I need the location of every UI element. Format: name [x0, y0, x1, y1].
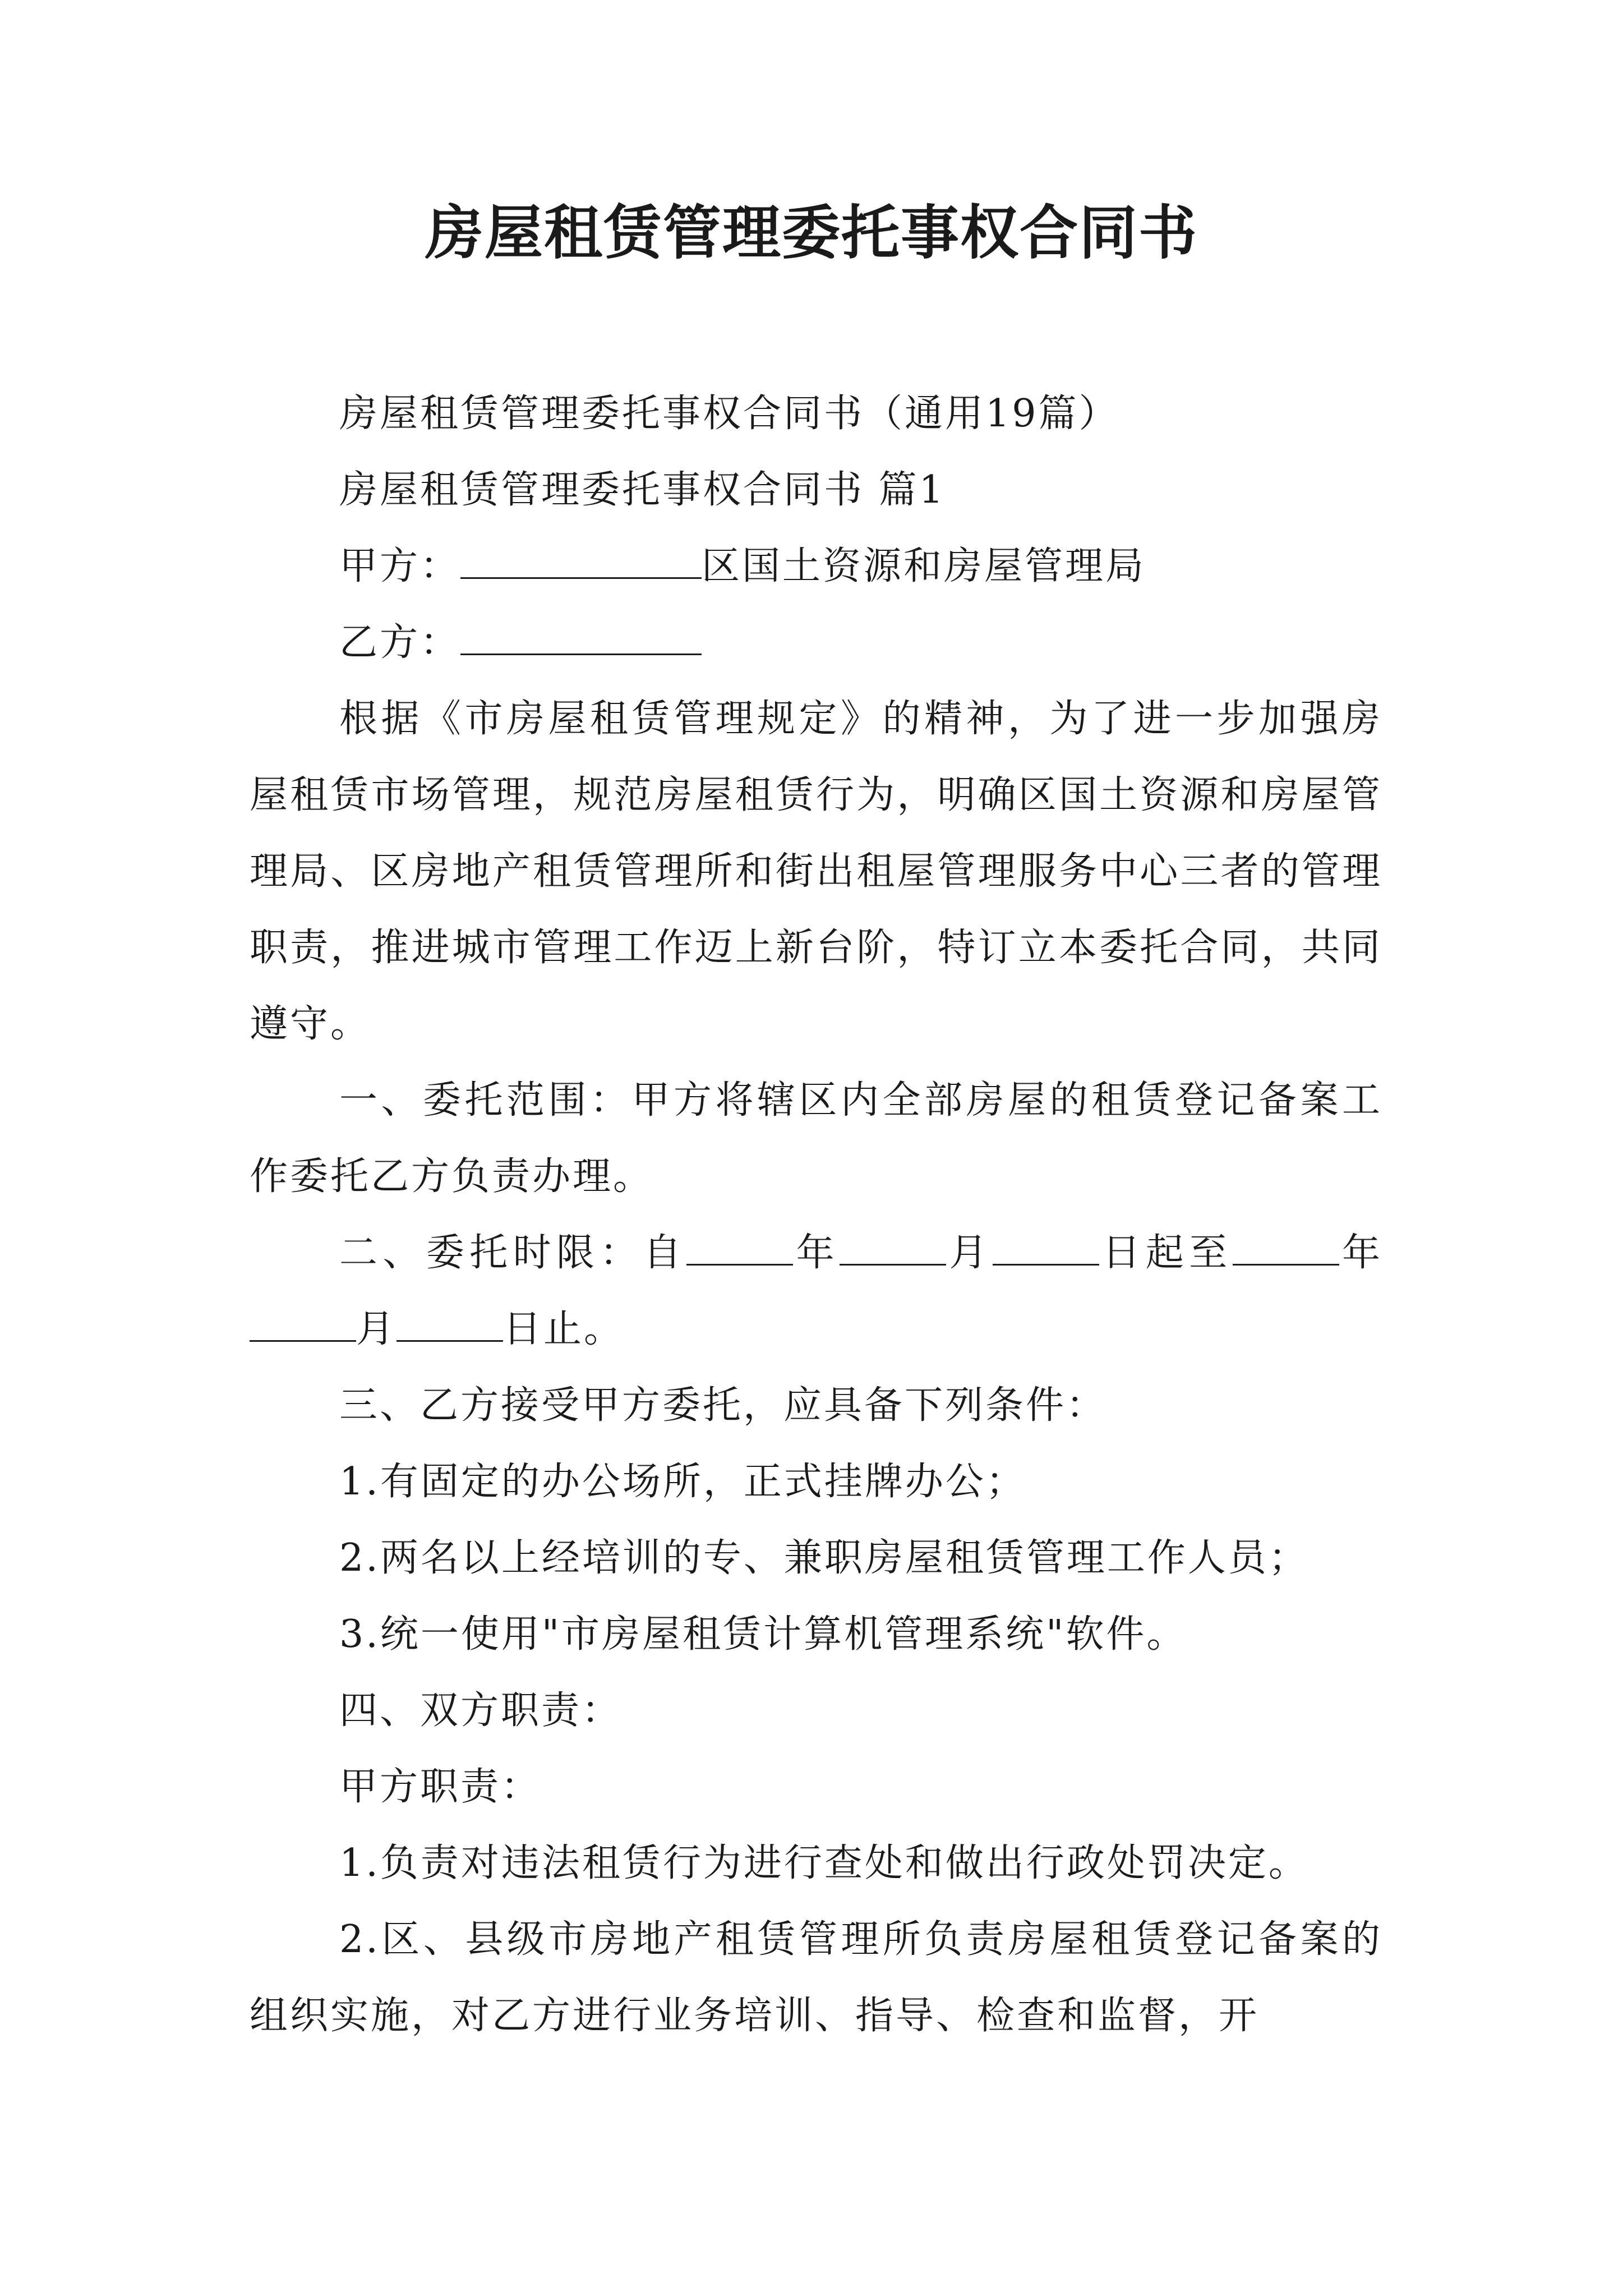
clause-3-item: 1.有固定的办公场所，正式挂牌办公；: [339, 1460, 1026, 1504]
clause-2-month1: 月: [946, 1231, 993, 1275]
clause-2-prefix: 二、委托时限：自: [339, 1231, 687, 1275]
document-subtitle: 房屋租赁管理委托事权合同书（通用19篇）: [339, 392, 1119, 436]
document-title: 房屋租赁管理委托事权合同书: [425, 198, 1198, 267]
chapter-heading: 房屋租赁管理委托事权合同书 篇1: [339, 468, 946, 512]
date-blank: [396, 1306, 503, 1342]
clause-2-year2: 年: [1339, 1231, 1382, 1275]
date-blank: [250, 1306, 356, 1342]
date-blank: [993, 1230, 1099, 1266]
party-a-label: 甲方：: [339, 544, 461, 588]
clause-3-item: 2.两名以上经培训的专、兼职房屋租赁管理工作人员；: [339, 1536, 1309, 1580]
party-b-blank: [460, 620, 702, 655]
party-b-label: 乙方：: [339, 620, 461, 665]
preamble-paragraph: 根据《市房屋租赁管理规定》的精神，为了进一步加强房屋租赁市场管理，规范房屋租赁行为，明确区国土资源和房屋管理局、区房地产租赁管理所和街出租屋管理服务中心三者的管理职责，推进城市管理工作迈上新台阶，特订立本委托合同，共同遵守。: [250, 697, 1382, 1046]
date-blank: [686, 1230, 793, 1266]
clause-3-heading: 三、乙方接受甲方委托，应具备下列条件：: [339, 1383, 1107, 1428]
clause-2-month2: 月: [356, 1307, 397, 1351]
party-a-duties-heading: 甲方职责：: [339, 1765, 542, 1809]
date-blank: [840, 1230, 946, 1266]
clause-4-heading: 四、双方职责：: [339, 1688, 623, 1733]
party-a-line: [250, 528, 1382, 605]
party-b-line: [250, 605, 1382, 681]
party-a-blank: [460, 544, 702, 579]
party-a-suffix: 区国土资源和房屋管理局: [702, 544, 1146, 588]
clause-3-item: 3.统一使用"市房屋租赁计算机管理系统"软件。: [339, 1612, 1187, 1657]
clause-1-paragraph: 一、委托范围：甲方将辖区内全部房屋的租赁登记备案工作委托乙方负责办理。: [250, 1078, 1382, 1199]
clause-2-paragraph: [250, 1215, 1382, 1368]
clause-2-day-from: 日起至: [1099, 1231, 1233, 1275]
party-a-duty-item: 2.区、县级市房地产租赁管理所负责房屋租赁登记备案的组织实施，对乙方进行业务培训、指导、检查和监督，开: [250, 1917, 1382, 2038]
document-body: [250, 376, 1382, 2054]
clause-2-year1: 年: [793, 1231, 840, 1275]
clause-2-day-to: 日止。: [503, 1307, 625, 1351]
party-a-duty-item: 1.负责对违法租赁行为进行查处和做出行政处罚决定。: [339, 1841, 1309, 1885]
date-blank: [1233, 1230, 1339, 1266]
